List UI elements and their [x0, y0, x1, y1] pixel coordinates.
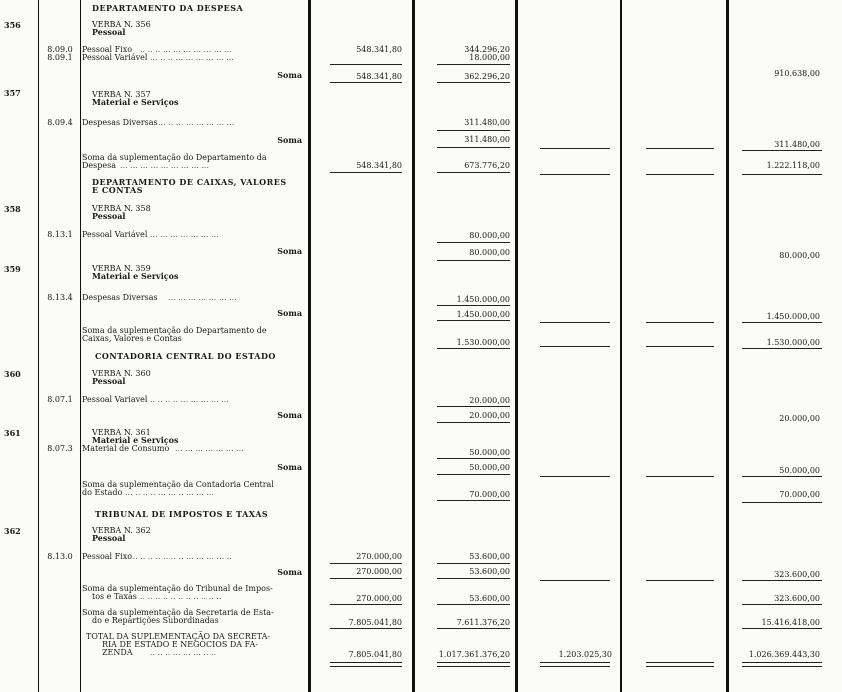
row-label: Despesas Diversas — [82, 118, 158, 127]
supl-contadoria-l2: do Estado — [82, 488, 123, 497]
supl-c2: 7.611.376,20 — [456, 618, 510, 627]
soma-c1: 548.341,80 — [356, 72, 402, 81]
row-label: Despesas Diversas — [82, 293, 158, 302]
rule — [330, 578, 402, 579]
row-label: Pessoal Variavel — [82, 395, 148, 404]
rule — [437, 348, 510, 349]
tribunal-heading: TRIBUNAL DE IMPOSTOS E TAXAS — [95, 509, 269, 519]
soma-c5: 80.000,00 — [779, 251, 820, 260]
supl-secretaria-l1: Soma da suplementação da Secretaria de Esta- — [82, 608, 274, 617]
soma-label: Soma — [277, 308, 302, 318]
total-c5: 1.026.369.443,30 — [748, 650, 820, 659]
verba-358-sub: Pessoal — [92, 211, 126, 221]
supl-c2: 70.000,00 — [469, 490, 510, 499]
value-c2: 50.000,00 — [469, 448, 510, 457]
supl-c5: 15.416.418,00 — [761, 618, 820, 627]
rule — [437, 147, 510, 148]
soma-label: Soma — [277, 567, 302, 577]
rule — [437, 666, 510, 667]
rule — [742, 476, 822, 477]
code-8-13-4: 8.13.4 — [47, 293, 73, 302]
rule — [646, 662, 714, 663]
rule — [330, 82, 402, 83]
rule — [437, 474, 510, 475]
soma-c5: 50.000,00 — [779, 466, 820, 475]
total-c3: 1.203.025,30 — [558, 650, 612, 659]
rule — [742, 348, 822, 349]
value-c2: 18.000,00 — [469, 53, 510, 62]
dot-leader: ... .. .. .. ... ... .. ... ... ... — [125, 488, 215, 497]
col-rule-5 — [515, 0, 518, 692]
rule — [437, 172, 510, 173]
rule — [330, 64, 402, 65]
line-361: 361 — [4, 428, 21, 438]
rule — [742, 666, 822, 667]
col-rule-2 — [80, 0, 81, 692]
line-356: 356 — [4, 20, 21, 30]
line-358: 358 — [4, 204, 21, 214]
supl-contadoria-l1: Soma da suplementação da Contadoria Central — [82, 480, 274, 489]
soma-c1: 270.000,00 — [356, 567, 402, 576]
soma-c2: 362.296,20 — [464, 72, 510, 81]
rule — [646, 666, 714, 667]
rule — [437, 305, 510, 306]
rule — [437, 662, 510, 663]
soma-c5: 20.000,00 — [779, 414, 820, 423]
row-label: Pessoal Fixo — [82, 45, 133, 54]
dot-leader: ... ... ... ... ... ... ... — [168, 293, 237, 302]
soma-c5: 910.638,00 — [774, 69, 820, 78]
rule — [646, 580, 714, 581]
col-rule-3 — [308, 0, 311, 692]
rule — [646, 346, 714, 347]
dot-leader: ... ... ... ... ... ... ... ... ... — [120, 161, 210, 170]
total-l1: TOTAL DA SUPLEMENTAÇÃO DA SECRETA- — [86, 632, 271, 641]
row-label: Pessoal Variável — [82, 53, 148, 62]
value-c2: 80.000,00 — [469, 231, 510, 240]
code-8-07-1: 8.07.1 — [47, 395, 73, 404]
soma-c5: 323.600,00 — [774, 570, 820, 579]
rule — [330, 172, 402, 173]
soma-c5: 1.450.000,00 — [766, 312, 820, 321]
supl-despesa-l2: Despesa — [82, 161, 116, 170]
rule — [437, 458, 510, 459]
rule — [540, 580, 610, 581]
verba-359-title: VERBA N. 359 — [92, 264, 151, 273]
rule — [540, 174, 610, 175]
value-c2: 344.296,20 — [464, 45, 510, 54]
rule — [437, 604, 510, 605]
code-8-09-0: 8.09.0 — [47, 45, 73, 54]
supl-c5: 1.530.000,00 — [766, 338, 820, 347]
dot-leader: .. .. .. ... ... ... ... ... ... ... — [140, 45, 232, 54]
verba-362-title: VERBA N. 362 — [92, 526, 151, 535]
soma-c2: 53.600,00 — [469, 567, 510, 576]
dept-despesa-heading: DEPARTAMENTO DA DESPESA — [92, 3, 244, 13]
total-c1: 7.805.041,80 — [348, 650, 402, 659]
rule — [330, 563, 402, 564]
soma-c5: 311.480,00 — [774, 140, 820, 149]
dot-leader: .. .. .. .. .. .. .. .. .. .. .. — [140, 592, 222, 601]
dot-leader: .. .. .. ... ... ... .. .. — [150, 648, 217, 657]
col-rule-4 — [412, 0, 415, 692]
rule — [742, 662, 822, 663]
rule — [742, 628, 822, 629]
verba-356-sub: Pessoal — [92, 27, 126, 37]
rule — [437, 406, 510, 407]
line-359: 359 — [4, 264, 21, 274]
soma-c2: 311.480,00 — [464, 135, 510, 144]
rule — [540, 346, 610, 347]
supl-c1: 270.000,00 — [356, 594, 402, 603]
supl-c1: 548.341,80 — [356, 161, 402, 170]
verba-361-sub: Material e Serviços — [92, 435, 179, 445]
verba-360-sub: Pessoal — [92, 376, 126, 386]
rule — [540, 662, 610, 663]
rule — [437, 628, 510, 629]
code-8-09-4: 8.09.4 — [47, 118, 73, 127]
soma-label: Soma — [277, 462, 302, 472]
rule — [742, 502, 822, 503]
rule — [330, 628, 402, 629]
rule — [437, 578, 510, 579]
supl-caixas-l1: Soma da suplementação do Departamento de — [82, 326, 267, 335]
value-c1: 270.000,00 — [356, 552, 402, 561]
rule — [742, 150, 822, 151]
rule — [330, 666, 402, 667]
supl-despesa-l1: Soma da suplementação do Departamento da — [82, 153, 267, 162]
rule — [742, 580, 822, 581]
soma-label: Soma — [277, 135, 302, 145]
supl-c5: 323.600,00 — [774, 594, 820, 603]
supl-c2: 53.600,00 — [469, 594, 510, 603]
rule — [437, 563, 510, 564]
value-c1: 548.341,80 — [356, 45, 402, 54]
rule — [437, 500, 510, 501]
line-357: 357 — [4, 88, 21, 98]
rule — [437, 82, 510, 83]
code-8-07-3: 8.07.3 — [47, 444, 73, 453]
rule — [437, 130, 510, 131]
verba-358-title: VERBA N. 358 — [92, 204, 151, 213]
code-8-13-1: 8.13.1 — [47, 230, 73, 239]
rule — [646, 476, 714, 477]
total-l2: RIA DE ESTADO E NEGÓCIOS DA FA- — [102, 640, 258, 649]
supl-c2: 1.530.000,00 — [456, 338, 510, 347]
supl-c5: 1.222.118,00 — [766, 161, 820, 170]
value-c2: 20.000,00 — [469, 396, 510, 405]
supl-c2: 673.776,20 — [464, 161, 510, 170]
line-362: 362 — [4, 526, 21, 536]
soma-c2: 50.000,00 — [469, 463, 510, 472]
rule — [540, 322, 610, 323]
soma-label: Soma — [277, 70, 302, 80]
verba-360-title: VERBA N. 360 — [92, 369, 151, 378]
dot-leader: ... .. ... ... ... ... ... ... — [158, 118, 235, 127]
rule — [540, 148, 610, 149]
dept-caixas-l2: E CONTAS — [92, 185, 144, 195]
supl-secretaria-l2: do e Repartições Subordinadas — [92, 616, 219, 625]
dot-leader: .. .. .. .. .. .. .. .. ... ... ... ... .. — [125, 552, 232, 561]
rule — [437, 260, 510, 261]
dot-leader: .. .. .. .. ... ... ... ... ... — [150, 395, 229, 404]
value-c2: 1.450.000,00 — [456, 295, 510, 304]
verba-357-sub: Material e Serviços — [92, 97, 179, 107]
supl-c5: 70.000,00 — [779, 490, 820, 499]
row-label: Material de Consumo — [82, 444, 170, 453]
contadoria-heading: CONTADORIA CENTRAL DO ESTADO — [95, 351, 276, 361]
soma-c2: 80.000,00 — [469, 248, 510, 257]
verba-356-title: VERBA N. 356 — [92, 20, 151, 29]
dot-leader: ... ... ... ... ... ... ... — [175, 444, 244, 453]
rule — [437, 242, 510, 243]
rule — [330, 604, 402, 605]
row-label: Pessoal Variável — [82, 230, 148, 239]
soma-label: Soma — [277, 246, 302, 256]
supl-tribunal-l1: Soma da suplementação do Tribunal de Impos- — [82, 584, 273, 593]
dot-leader: ... ... ... ... ... ... ... — [150, 230, 219, 239]
rule — [742, 322, 822, 323]
soma-c2: 1.450.000,00 — [456, 310, 510, 319]
col-rule-1 — [38, 0, 39, 692]
col-rule-7 — [726, 0, 729, 692]
row-label: Pessoal Fixo — [82, 552, 133, 561]
verba-361-title: VERBA N. 361 — [92, 428, 151, 437]
rule — [437, 422, 510, 423]
rule — [646, 148, 714, 149]
rule — [540, 666, 610, 667]
rule — [646, 322, 714, 323]
rule — [437, 64, 510, 65]
soma-c2: 20.000,00 — [469, 411, 510, 420]
total-c2: 1.017.361.376,20 — [438, 650, 510, 659]
rule — [742, 174, 822, 175]
col-rule-6 — [620, 0, 622, 692]
code-8-13-0: 8.13.0 — [47, 552, 73, 561]
value-c2: 53.600,00 — [469, 552, 510, 561]
rule — [540, 476, 610, 477]
verba-362-sub: Pessoal — [92, 533, 126, 543]
total-l3: ZENDA — [102, 648, 133, 657]
supl-tribunal-l2: tos e Taxas — [92, 592, 137, 601]
verba-357-title: VERBA N. 357 — [92, 90, 151, 99]
supl-caixas-l2: Caixas, Valores e Contas — [82, 334, 182, 343]
verba-359-sub: Material e Serviços — [92, 271, 179, 281]
dot-leader: ... .. .. ... ... ... ... ... ... — [150, 53, 234, 62]
line-360: 360 — [4, 369, 21, 379]
rule — [437, 320, 510, 321]
rule — [742, 604, 822, 605]
soma-label: Soma — [277, 410, 302, 420]
code-8-09-1: 8.09.1 — [47, 53, 73, 62]
supl-c1: 7.805.041,80 — [348, 618, 402, 627]
rule — [330, 662, 402, 663]
dept-caixas-l1: DEPARTAMENTO DE CAIXAS, VALORES — [92, 177, 287, 187]
value-c2: 311.480,00 — [464, 118, 510, 127]
rule — [646, 174, 714, 175]
